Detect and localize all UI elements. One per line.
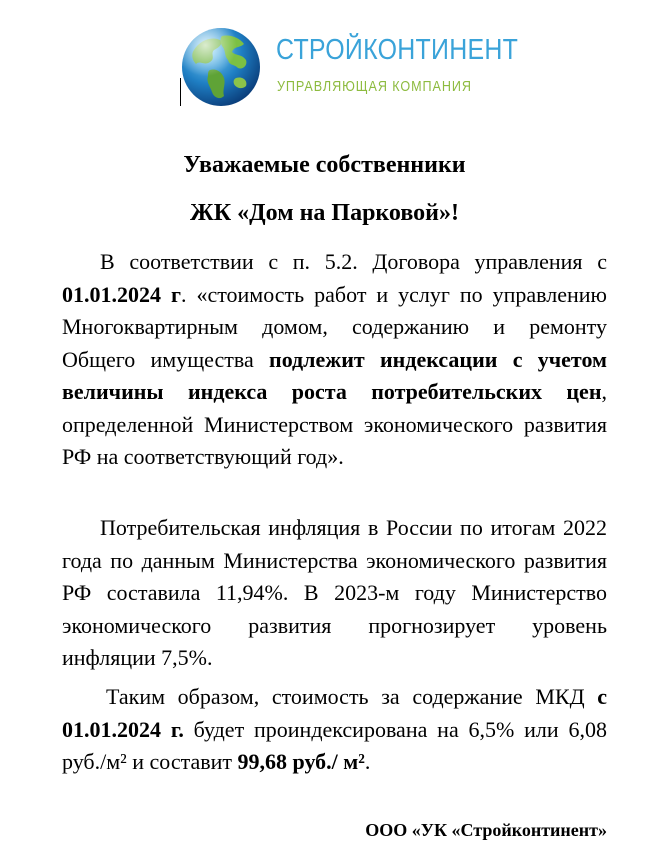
- paragraph-3-price: 99,68 руб./ м²: [237, 749, 365, 774]
- text-cursor: [180, 78, 181, 106]
- company-logo: [180, 26, 519, 108]
- paragraph-3-text-a: Таким образом, стоимость за содержание МКД: [106, 684, 598, 709]
- greeting-line-2: ЖК «Дом на Парковой»!: [190, 200, 459, 226]
- paragraph-1-text-c: , определенной Министерством экономического развития РФ на соответствующий год».: [62, 379, 607, 469]
- paragraph-contract-terms: [62, 246, 607, 474]
- paragraph-1-date: 01.01.2024 г: [62, 281, 181, 307]
- paragraph-3-date: с 01.01.2024 г.: [62, 684, 607, 742]
- globe-icon: [180, 26, 262, 108]
- company-tagline: УПРАВЛЯЮЩАЯ КОМПАНИЯ: [277, 78, 472, 95]
- paragraph-1-text-b: . «стоимость работ и услуг по управлению Многоквартирным домом, содержанию и ремонту Общего имущества: [62, 281, 607, 372]
- paragraph-new-price: [62, 681, 607, 779]
- paragraph-1-indexation-clause: подлежит индексации с учетом величины индекса роста потребительских цен: [62, 346, 608, 404]
- paragraph-3-text-c: .: [364, 749, 371, 774]
- greeting-line-1: Уважаемые собственники: [183, 152, 466, 178]
- paragraph-3-text-b: будет проиндексирована на 6,5% или 6,08 руб./м² и составит: [62, 716, 607, 774]
- paragraph-inflation: Потребительская инфляция в России по итогам 2022 года по данным Министерства экономического развития РФ составила 11,94%. В 2023-м году Министерство экономического развития прогнозирует уровень инфляции 7,5%.: [62, 515, 607, 670]
- paragraph-1-text-a: В соответствии с п. 5.2. Договора управления с: [100, 249, 607, 274]
- company-name: СТРОЙКОНТИНЕНТ: [276, 34, 519, 66]
- signature: ООО «УК «Стройконтинент»: [365, 820, 607, 840]
